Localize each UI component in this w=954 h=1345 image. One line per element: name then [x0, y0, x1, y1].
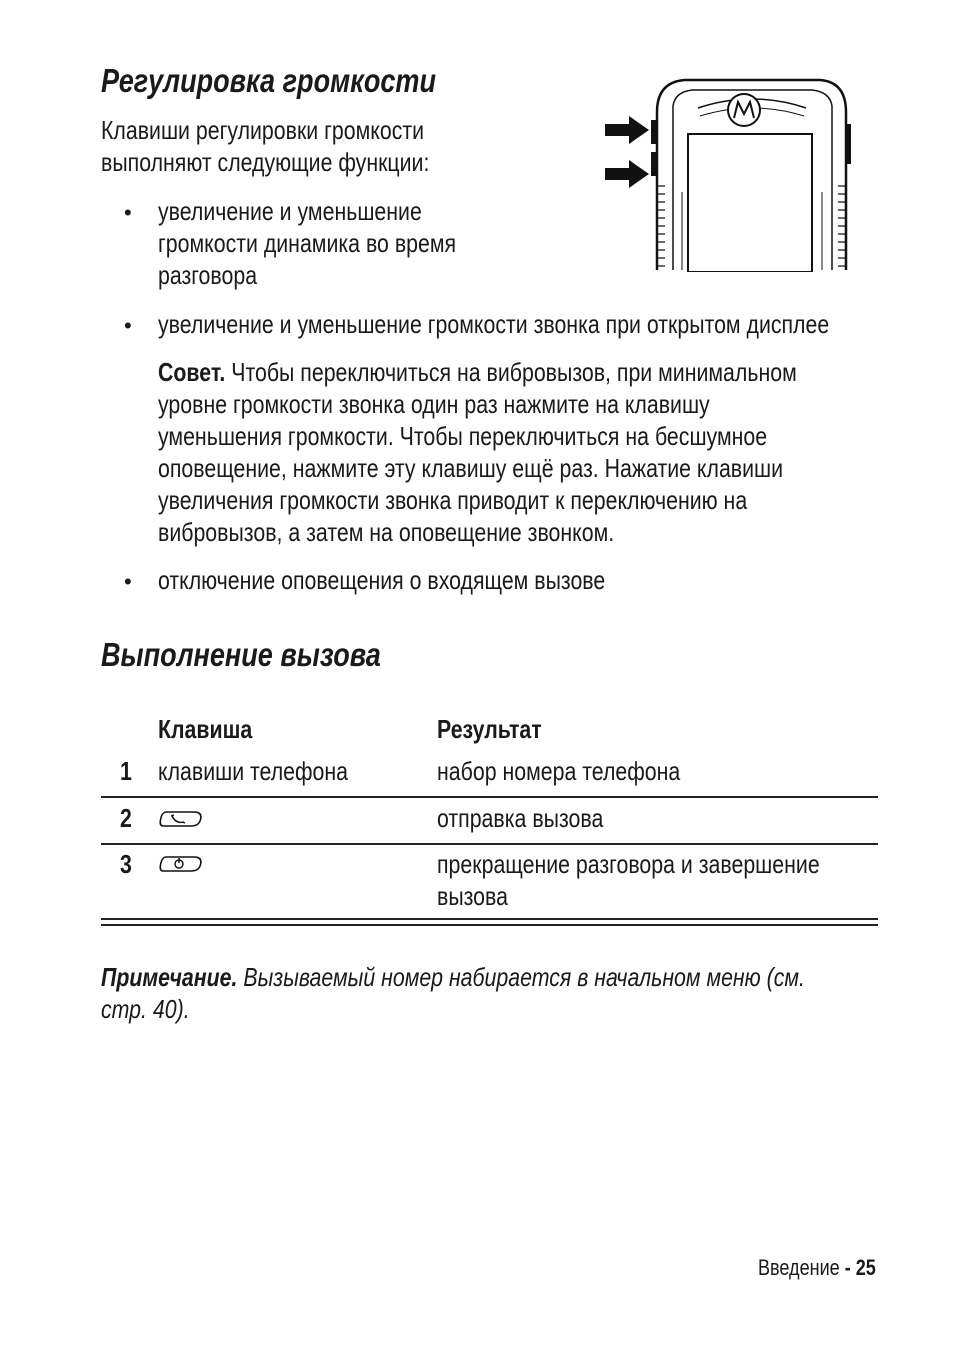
- phone-illustration: [600, 72, 860, 272]
- right-arrow-icon: [605, 116, 649, 144]
- row-divider: [101, 796, 878, 798]
- table-header-result: Результат: [437, 714, 542, 744]
- step-number: 1: [120, 756, 132, 786]
- footer-section: Введение: [758, 1255, 840, 1280]
- send-key-icon: [158, 808, 202, 830]
- result-cell: отправка вызова: [437, 803, 604, 833]
- tip-label: Совет.: [158, 357, 226, 387]
- step-number: 3: [120, 849, 132, 879]
- table-header-key: Клавиша: [158, 714, 253, 744]
- table-bottom-rule: [101, 918, 878, 920]
- row-divider: [101, 843, 878, 845]
- bullet-dot: •: [124, 569, 132, 594]
- footer-separator: -: [844, 1255, 851, 1280]
- section-title-call: Выполнение вызова: [101, 636, 381, 673]
- bullet-dot: •: [124, 200, 132, 225]
- result-cell: прекращение разговора и завершение вызова: [437, 849, 820, 911]
- bullet-item: увеличение и уменьшение громкости звонка при открытом дисплее: [158, 309, 830, 339]
- end-key-icon: [158, 853, 202, 875]
- motorola-logo-icon: [728, 94, 760, 126]
- section-title-volume: Регулировка громкости: [101, 62, 437, 99]
- right-arrow-icon: [605, 160, 649, 188]
- tip-block: Совет. Чтобы переключиться на вибровызов, при минимальном уровне громкости звонка один раз нажмите на клавишу уменьшения громкости. Чтобы переключиться на бесшумное оповещение, нажмите эту клавишу ещё раз. Нажатие клавиши увеличения громкости звонка приводит к переключению на вибровызов, а затем на оповещение звонком.: [158, 357, 797, 547]
- intro-text: Клавиши регулировки громкости выполняют следующие функции:: [101, 115, 430, 177]
- bullet-item: увеличение и уменьшение громкости динамика во время разговора: [158, 196, 457, 290]
- note-block: Примечание. Вызываемый номер набирается в начальном меню (см. стр. 40).: [101, 962, 805, 1024]
- page-number: 25: [855, 1255, 876, 1280]
- step-number: 2: [120, 803, 132, 833]
- note-label: Примечание.: [101, 962, 238, 992]
- bullet-dot: •: [124, 313, 132, 338]
- bullet-item: отключение оповещения о входящем вызове: [158, 565, 606, 595]
- table-bottom-rule: [101, 924, 878, 926]
- key-cell: клавиши телефона: [158, 756, 349, 786]
- page-footer: [758, 1255, 902, 1281]
- result-cell: набор номера телефона: [437, 756, 681, 786]
